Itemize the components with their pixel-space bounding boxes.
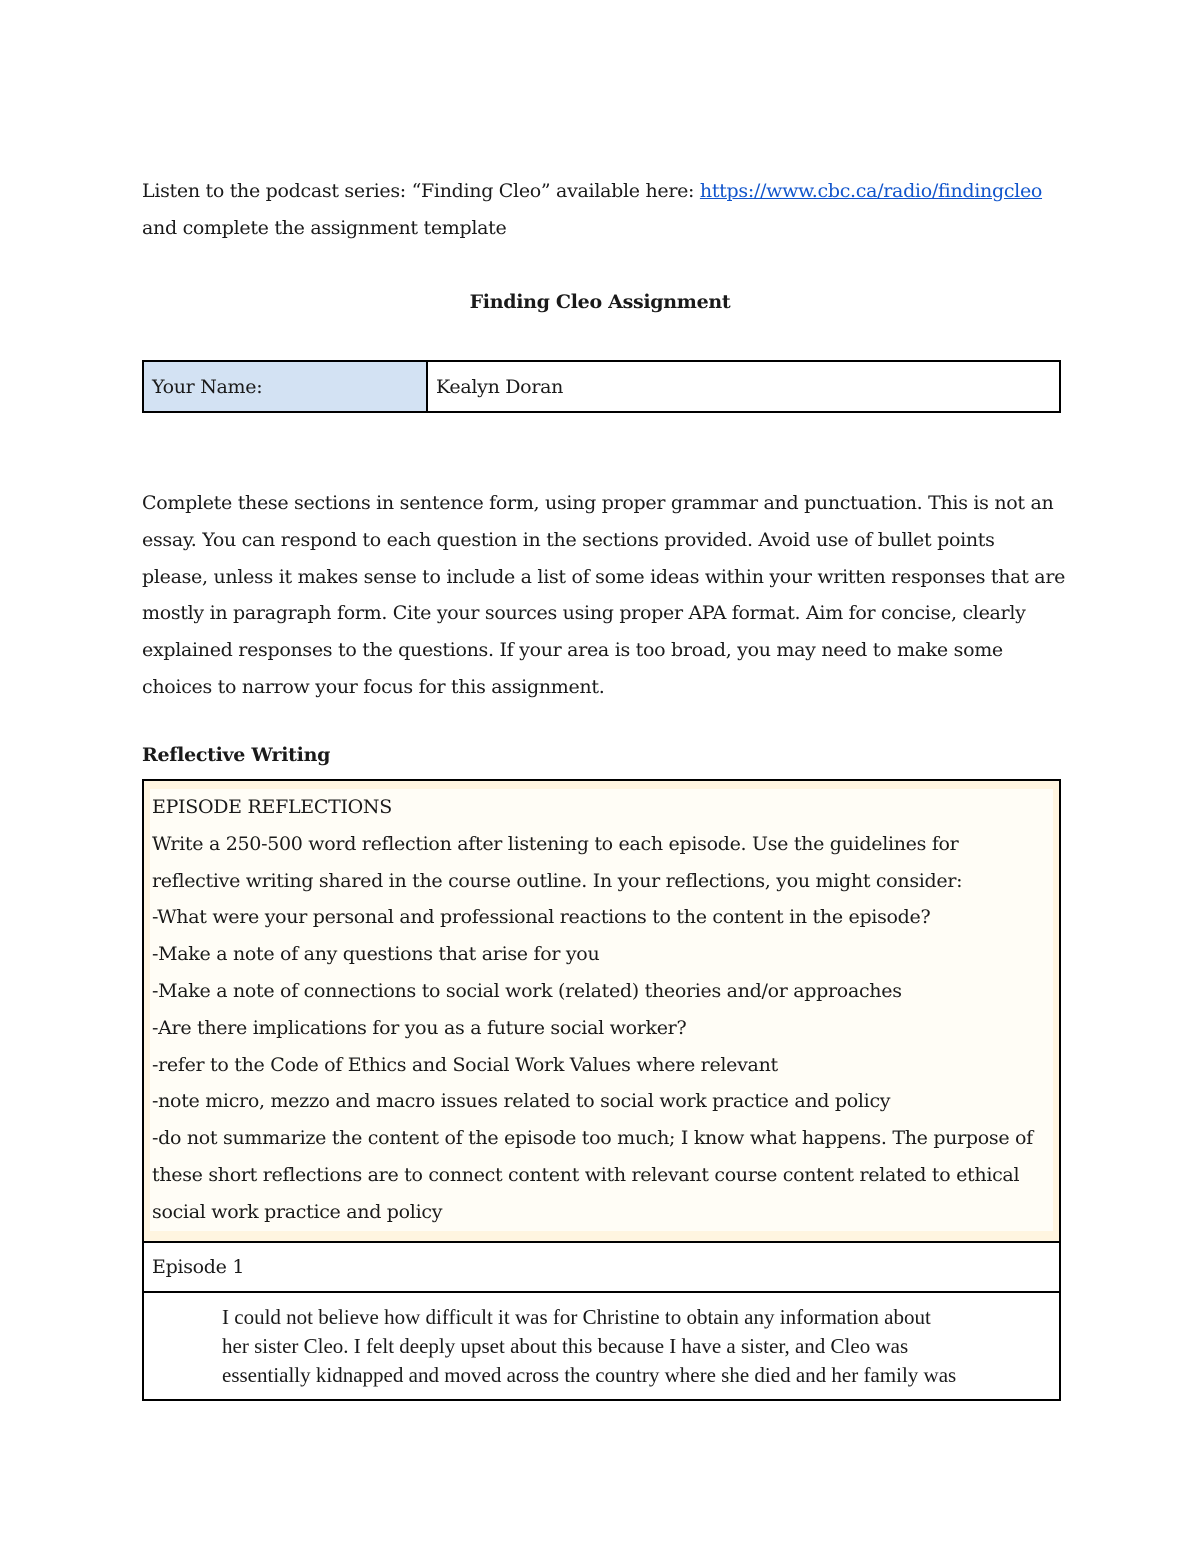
intro-line-1 <box>142 180 1042 202</box>
instructions-line: mostly in paragraph form. Cite your sources using proper APA format. Aim for concise, clearly <box>142 602 1026 625</box>
podcast-link[interactable]: https://www.cbc.ca/radio/findingcleo <box>699 180 1043 202</box>
instructions-line: Complete these sections in sentence form, using proper grammar and punctuation. This is not an <box>142 492 1054 514</box>
section-heading: Reflective Writing <box>142 744 331 766</box>
guideline-line: reflective writing shared in the course outline. In your reflections, you might consider: <box>152 869 963 892</box>
response-line: essentially kidnapped and moved across the country where she died and her family was <box>222 1362 957 1387</box>
instructions-paragraph <box>142 485 1072 706</box>
guideline-line: -Are there implications for you as a future social worker? <box>152 1016 687 1039</box>
instructions-line: explained responses to the questions. If your area is too broad, you may need to make some <box>142 639 1003 662</box>
intro-text: Listen to the podcast series: “Finding Cleo” available here: <box>142 180 700 202</box>
reflection-guidelines-cell <box>144 781 1059 1243</box>
guideline-line: -refer to the Code of Ethics and Social Work Values where relevant <box>152 1053 778 1076</box>
guideline-line: -What were your personal and professional reactions to the content in the episode? <box>152 906 931 929</box>
guideline-line: these short reflections are to connect content with relevant course content related to ethical <box>152 1163 1020 1186</box>
guideline-line: -Make a note of connections to social work (related) theories and/or approaches <box>152 979 902 1002</box>
reflection-heading: EPISODE REFLECTIONS <box>152 796 392 818</box>
reflection-table <box>142 779 1061 1401</box>
instructions-line: essay. You can respond to each question in the sections provided. Avoid use of bullet points <box>142 528 995 551</box>
name-field[interactable]: Kealyn Doran <box>427 361 1060 412</box>
instructions-line: please, unless it makes sense to include a list of some ideas within your written responses that are <box>142 565 1066 588</box>
response-line: I could not believe how difficult it was for Christine to obtain any information about <box>222 1304 931 1329</box>
episode-label-cell: Episode 1 <box>144 1243 1059 1293</box>
name-table <box>142 360 1061 413</box>
guideline-line: social work practice and policy <box>152 1200 443 1223</box>
name-label: Your Name: <box>143 361 427 412</box>
guideline-line: -Make a note of any questions that arise for you <box>152 943 600 966</box>
guideline-line: Write a 250-500 word reflection after listening to each episode. Use the guidelines for <box>152 832 959 855</box>
response-line: her sister Cleo. I felt deeply upset about this because I have a sister, and Cleo was <box>222 1333 909 1358</box>
page-title: Finding Cleo Assignment <box>469 291 731 313</box>
instructions-line: choices to narrow your focus for this assignment. <box>142 675 605 698</box>
episode-response-cell[interactable] <box>144 1293 1059 1399</box>
guideline-line: -note micro, mezzo and macro issues related to social work practice and policy <box>152 1090 891 1113</box>
guideline-line: -do not summarize the content of the episode too much; I know what happens. The purpose of <box>152 1127 1033 1150</box>
intro-line-2: and complete the assignment template <box>142 217 507 239</box>
